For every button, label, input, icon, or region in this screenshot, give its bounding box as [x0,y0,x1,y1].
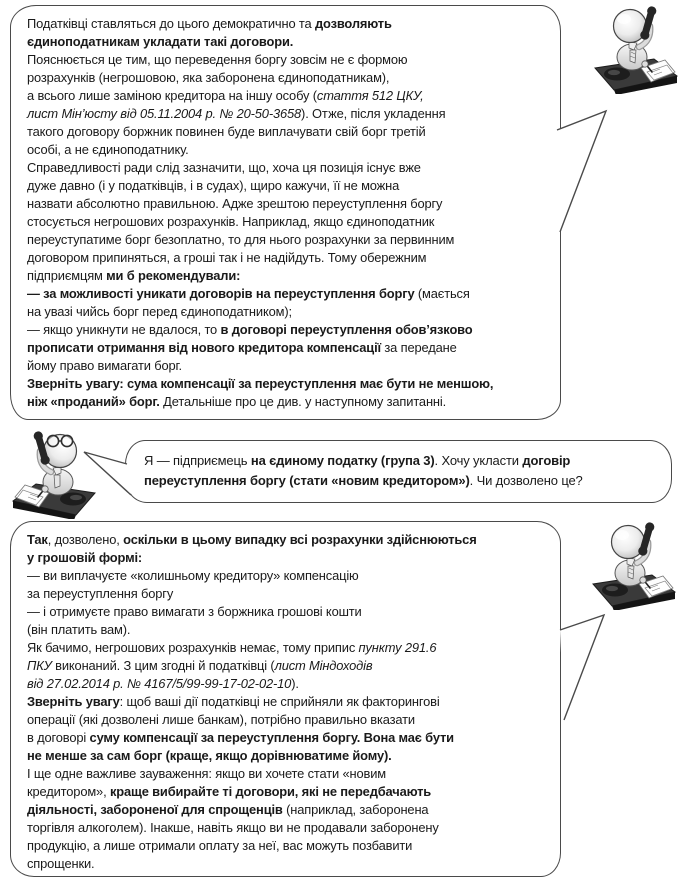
text-line: діяльності, забороненої для спрощенців (наприклад, заборонена [27,802,429,817]
text-line: ніж «проданий» борг. Детальніше про це див. у наступному запитанні. [27,394,447,409]
text-line: переуступлення боргу (стати «новим кредитором»). Чи дозволено це? [144,473,583,488]
text-line: а всього лише заміною кредитора на іншу особу (стаття 512 ЦКУ, [27,88,424,103]
text-line: за переуступлення боргу [27,586,174,601]
text-line: стосується негрошових розрахунків. Наприклад, якщо єдиноподатник [27,214,435,229]
text-line: Так, дозволено, оскільки в цьому випадку всі розрахунки здійснюються [27,532,477,547]
text-line: розрахунків (негрошовою, яка заборонена єдиноподатникам), [27,70,390,85]
text-line: на увазі чийсь борг перед єдиноподатником); [27,304,292,319]
text-line: Зверніть увагу: сума компенсації за переуступлення має бути не меншою, [27,376,494,391]
text-line: — якщо уникнути не вдалося, то в договорі переуступлення обов’язково [27,322,473,337]
advisor-at-desk-icon [594,2,678,94]
text-line: не менше за сам борг (краще, якщо дорівнюватиме йому). [27,748,392,763]
text-line: в договорі суму компенсації за переуступлення боргу. Вона має бути [27,730,454,745]
text-line: операції (які дозволені лише банкам), потрібно правильно вказати [27,712,415,727]
text-line: підприємцям ми б рекомендували: [27,268,241,283]
answer-bubble-top [10,5,561,420]
text-line: прописати отримання від нового кредитора компенсації за передане [27,340,457,355]
text-line: — ви виплачуєте «колишньому кредитору» компенсацію [27,568,359,583]
bubble-tail [80,444,134,504]
text-line: Я — підприємець на єдиному податку (група 3). Хочу укласти договір [144,453,571,468]
text-line: переуступатиме борг безоплатно, то для нього розрахунки за первинним [27,232,455,247]
text-line: ПКУ виконаний. З цим згодні й податківці (лист Міндоходів [27,658,373,673]
text-line: дуже давно (і у податківців, і в судах), щиро кажучи, її не можна [27,178,400,193]
text-line: єдиноподатникам укладати такі договори. [27,34,294,49]
text-line: у грошовій формі: [27,550,143,565]
text-line: спрощенки. [27,856,95,871]
bubble-tail [550,104,612,238]
text-line: торгівля алкоголем). Інакше, навіть якщо ви не продавали заборонену [27,820,439,835]
text-line: Як бачимо, негрошових розрахунків немає, тому припис пункту 291.6 [27,640,437,655]
text-line: Пояснюється це тим, що переведення боргу зовсім не є формою [27,52,408,67]
answer-bubble-bottom [10,521,561,877]
text-line: І ще одне важливе зауваження: якщо ви хочете стати «новим [27,766,386,781]
text-line: лист Мін’юсту від 05.11.2004 р. № 20-50-3658). Отже, після укладення [27,106,446,121]
text-line: — і отримуєте право вимагати з боржника грошові кошти [27,604,362,619]
text-line: (він платить вам). [27,622,131,637]
text-line: такого договору боржник повинен буде виплачувати свій борг третій [27,124,426,139]
text-line: кредитором», краще вибирайте ті договори, які не передбачають [27,784,432,799]
text-line: — за можливості уникати договорів на переуступлення боргу (мається [27,286,470,301]
text-line: Податківці ставляться до цього демократично та дозволяють [27,16,392,31]
text-line: особі, а не єдиноподатнику. [27,142,189,157]
bubble-tail [550,607,612,729]
text-line: продукцію, а лише отримали оплату за неї, вас можуть позбавити [27,838,413,853]
text-line: договором припиняться, а гроші так і не надійдуть. Тому обережним [27,250,427,265]
text-line: йому право вимагати борг. [27,358,182,373]
text-line: назвати абсолютно правильною. Адже зрештою переуступлення боргу [27,196,443,211]
question-bubble [125,440,672,503]
text-line: від 27.02.2014 р. № 4167/5/99-99-17-02-02-10). [27,676,299,691]
text-line: Зверніть увагу: щоб ваші дії податківці не сприйняли як факторингові [27,694,440,709]
text-line: Справедливості ради слід зазначити, що, хоча ця позиція існує вже [27,160,421,175]
advisor-at-desk-icon [592,518,676,610]
